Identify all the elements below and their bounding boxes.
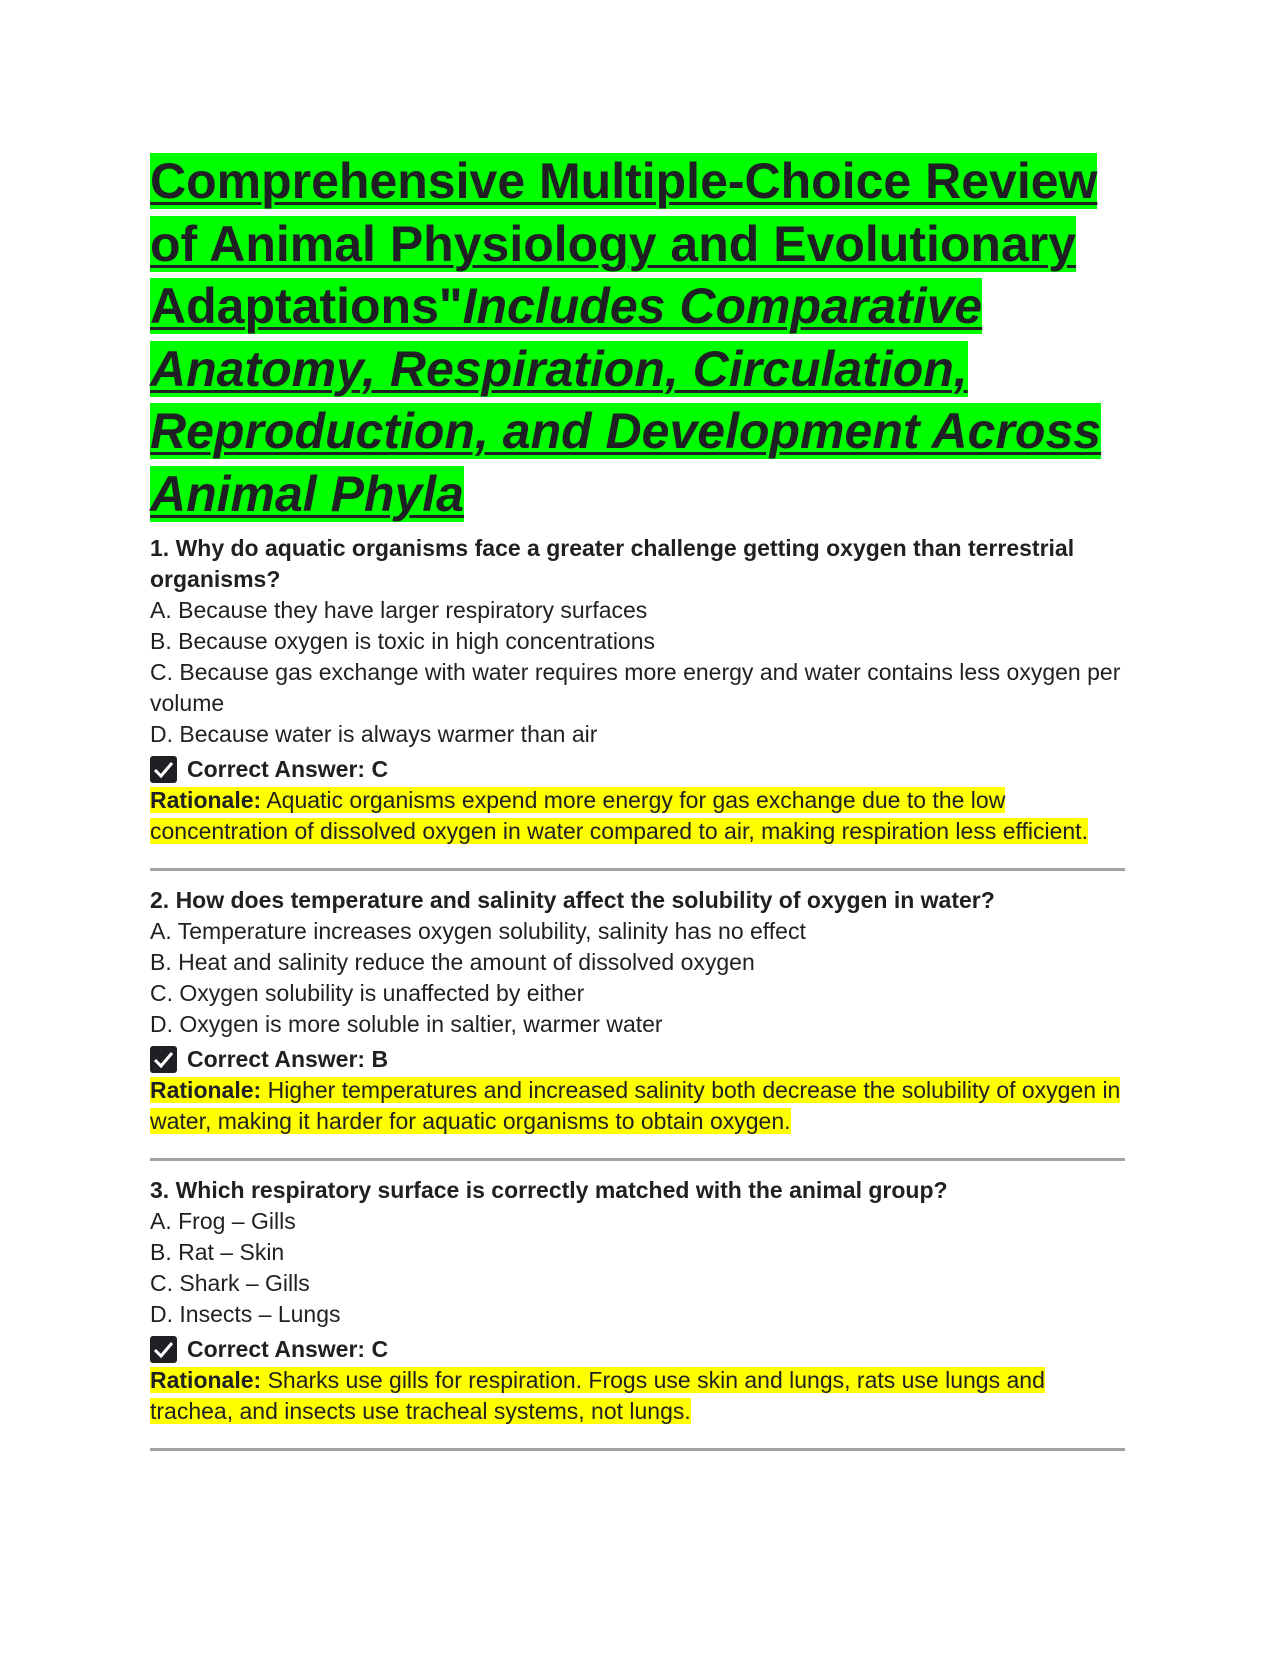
- question-block: [150, 533, 1125, 871]
- option-b: B. Because oxygen is toxic in high concentrations: [150, 628, 656, 654]
- option-c: C. Oxygen solubility is unaffected by either: [150, 980, 585, 1006]
- rationale-label: Rationale:: [150, 1367, 262, 1393]
- rationale-highlight: [150, 1367, 1045, 1424]
- rationale-label: Rationale:: [150, 787, 262, 813]
- check-box-icon: [150, 756, 177, 783]
- question-block: [150, 1175, 1125, 1451]
- question-text: 2. How does temperature and salinity affect the solubility of oxygen in water?: [150, 887, 995, 913]
- correct-answer-text: Correct Answer: C: [187, 1336, 389, 1362]
- check-box-icon: [150, 1336, 177, 1363]
- check-box-icon: [150, 1046, 177, 1073]
- option-c: C. Because gas exchange with water requires more energy and water contains less oxygen per volume: [150, 659, 1121, 716]
- title-italic: Includes Comparative Anatomy, Respiration, Circulation, Reproduction, and Development Across Animal Phyla: [150, 278, 1102, 522]
- rationale-label: Rationale:: [150, 1077, 262, 1103]
- rationale: [150, 1365, 1125, 1427]
- section-divider: [150, 1158, 1125, 1161]
- option-d: D. Because water is always warmer than air: [150, 721, 598, 747]
- option-list: [150, 916, 1125, 1040]
- correct-answer-text: Correct Answer: B: [187, 1046, 389, 1072]
- correct-answer: [150, 1044, 1125, 1075]
- rationale: [150, 1075, 1125, 1137]
- correct-answer-text: Correct Answer: C: [187, 756, 389, 782]
- option-list: [150, 595, 1125, 750]
- title-plain: Comprehensive Multiple-Choice Review of Animal Physiology and Evolutionary Adaptations": [150, 153, 1098, 334]
- section-divider: [150, 868, 1125, 871]
- correct-answer: [150, 754, 1125, 785]
- option-list: [150, 1206, 1125, 1330]
- document-title: [150, 150, 1125, 525]
- rationale-text: Aquatic organisms expend more energy for gas exchange due to the low concentration of dissolved oxygen in water compared to air, making respiration less efficient.: [150, 787, 1088, 844]
- option-c: C. Shark – Gills: [150, 1270, 310, 1296]
- option-d: D. Oxygen is more soluble in saltier, warmer water: [150, 1011, 663, 1037]
- question-text: 1. Why do aquatic organisms face a greater challenge getting oxygen than terrestrial organisms?: [150, 535, 1075, 592]
- option-a: A. Because they have larger respiratory surfaces: [150, 597, 648, 623]
- title-highlight: [150, 153, 1101, 522]
- correct-answer: [150, 1334, 1125, 1365]
- option-b: B. Heat and salinity reduce the amount of dissolved oxygen: [150, 949, 755, 975]
- rationale-highlight: [150, 787, 1088, 844]
- section-divider: [150, 1448, 1125, 1451]
- rationale-text: Sharks use gills for respiration. Frogs use skin and lungs, rats use lungs and trachea, and insects use tracheal systems, not lungs.: [150, 1367, 1045, 1424]
- rationale: [150, 785, 1125, 847]
- option-d: D. Insects – Lungs: [150, 1301, 341, 1327]
- rationale-highlight: [150, 1077, 1120, 1134]
- question-text: 3. Which respiratory surface is correctly matched with the animal group?: [150, 1177, 948, 1203]
- option-a: A. Temperature increases oxygen solubility, salinity has no effect: [150, 918, 806, 944]
- question-block: [150, 885, 1125, 1161]
- option-a: A. Frog – Gills: [150, 1208, 296, 1234]
- option-b: B. Rat – Skin: [150, 1239, 285, 1265]
- rationale-text: Higher temperatures and increased salinity both decrease the solubility of oxygen in water, making it harder for aquatic organisms to obtain oxygen.: [150, 1077, 1121, 1134]
- document-content: [150, 150, 1125, 1463]
